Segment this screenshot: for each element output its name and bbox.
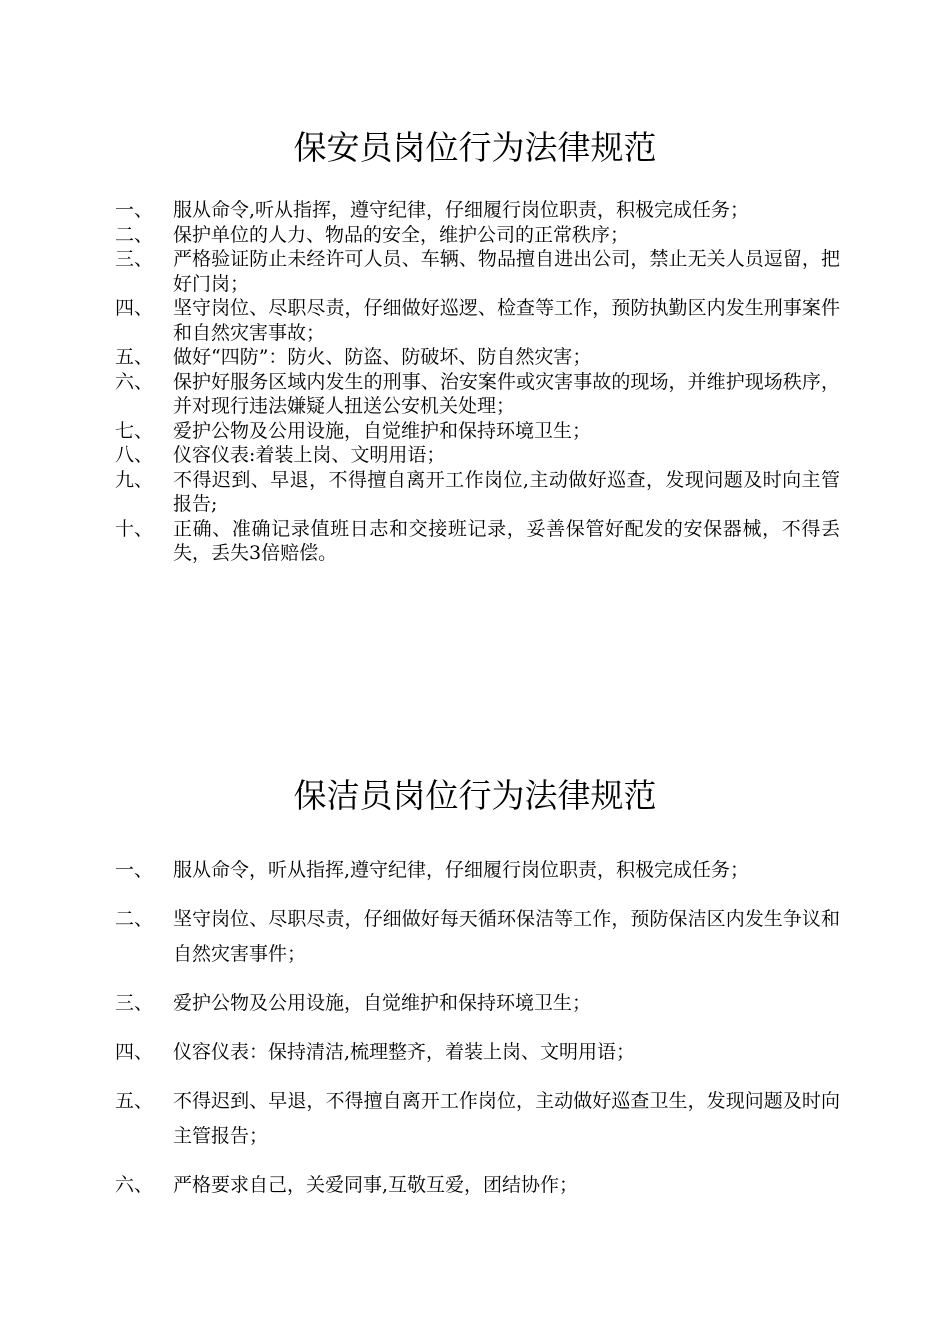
security-rule-item xyxy=(115,370,840,419)
rule-number: 五、 xyxy=(115,1090,154,1112)
security-rule-item xyxy=(115,247,840,296)
security-rule-item xyxy=(115,345,840,370)
cleaning-rule-item xyxy=(115,1035,840,1070)
rule-number: 二、 xyxy=(115,223,154,246)
rule-text: 仪容仪表：保持清洁,梳理整齐，着装上岗、文明用语； xyxy=(173,1041,636,1063)
security-rule-item xyxy=(115,198,840,223)
rule-number: 三、 xyxy=(115,248,154,270)
rule-text: 服从命令，听从指挥,遵守纪律，仔细履行岗位职责，积极完成任务； xyxy=(173,859,750,881)
security-rule-item xyxy=(115,419,840,444)
security-rules-list xyxy=(115,198,840,566)
rule-text: 正确、准确记录值班日志和交接班记录，妥善保管好配发的安保器械，不得丢失，丢失3倍赔偿。 xyxy=(173,517,840,564)
rule-number: 五、 xyxy=(115,346,154,368)
rule-number: 四、 xyxy=(115,1041,154,1063)
security-rule-item xyxy=(115,517,840,566)
rule-number: 八、 xyxy=(115,444,154,466)
security-rule-item xyxy=(115,296,840,345)
rule-number: 六、 xyxy=(115,370,154,393)
rule-text: 坚守岗位、尽职尽责，仔细做好巡逻、检查等工作，预防执勤区内发生刑事案件和自然灾害事故； xyxy=(173,297,840,344)
cleaning-rule-item xyxy=(115,1168,840,1203)
rule-number: 三、 xyxy=(115,992,154,1014)
rule-number: 七、 xyxy=(115,419,154,442)
security-rule-item xyxy=(115,443,840,468)
rule-text: 服从命令,听从指挥，遵守纪律，仔细履行岗位职责，积极完成任务； xyxy=(173,199,750,221)
rule-number: 一、 xyxy=(115,859,154,881)
rule-text: 保护好服务区域内发生的刑事、治安案件或灾害事故的现场，并维护现场秩序，并对现行违法嫌疑人扭送公安机关处理； xyxy=(173,370,840,417)
security-rule-item xyxy=(115,223,840,248)
rule-number: 一、 xyxy=(115,199,154,221)
rule-text: 仪容仪表:着装上岗、文明用语； xyxy=(173,444,446,466)
cleaning-rule-item xyxy=(115,986,840,1021)
security-rule-item xyxy=(115,468,840,517)
cleaning-rule-item xyxy=(115,853,840,888)
security-guard-title: 保安员岗位行为法律规范 xyxy=(293,128,657,167)
rule-number: 六、 xyxy=(115,1174,154,1196)
cleaner-title: 保洁员岗位行为法律规范 xyxy=(293,776,657,815)
rule-text: 严格验证防止未经许可人员、车辆、物品擅自进出公司，禁止无关人员逗留，把好门岗； xyxy=(173,248,840,295)
rule-text: 做好“四防”：防火、防盗、防破坏、防自然灾害； xyxy=(173,346,592,368)
rule-text: 保护单位的人力、物品的安全，维护公司的正常秩序； xyxy=(173,223,630,246)
rule-text: 坚守岗位、尽职尽责，仔细做好每天循环保洁等工作，预防保洁区内发生争议和自然灾害事件； xyxy=(173,908,840,965)
rule-text: 爱护公物及公用设施，自觉维护和保持环境卫生； xyxy=(173,992,592,1014)
rule-text: 不得迟到、早退，不得擅自离开工作岗位,主动做好巡查，发现问题及时向主管报告; xyxy=(173,468,840,515)
rule-text: 严格要求自己，关爱同事,互敬互爱，团结协作； xyxy=(173,1174,579,1196)
rule-number: 十、 xyxy=(115,517,154,540)
cleaning-rules-list xyxy=(115,853,840,1217)
rule-number: 二、 xyxy=(115,908,154,930)
rule-text: 爱护公物及公用设施，自觉维护和保持环境卫生； xyxy=(173,419,592,442)
cleaning-rule-item xyxy=(115,902,840,972)
rule-number: 九、 xyxy=(115,468,154,491)
rule-text: 不得迟到、早退，不得擅自离开工作岗位，主动做好巡查卫生，发现问题及时向主管报告； xyxy=(173,1090,840,1147)
rule-number: 四、 xyxy=(115,297,154,319)
cleaning-rule-item xyxy=(115,1084,840,1154)
